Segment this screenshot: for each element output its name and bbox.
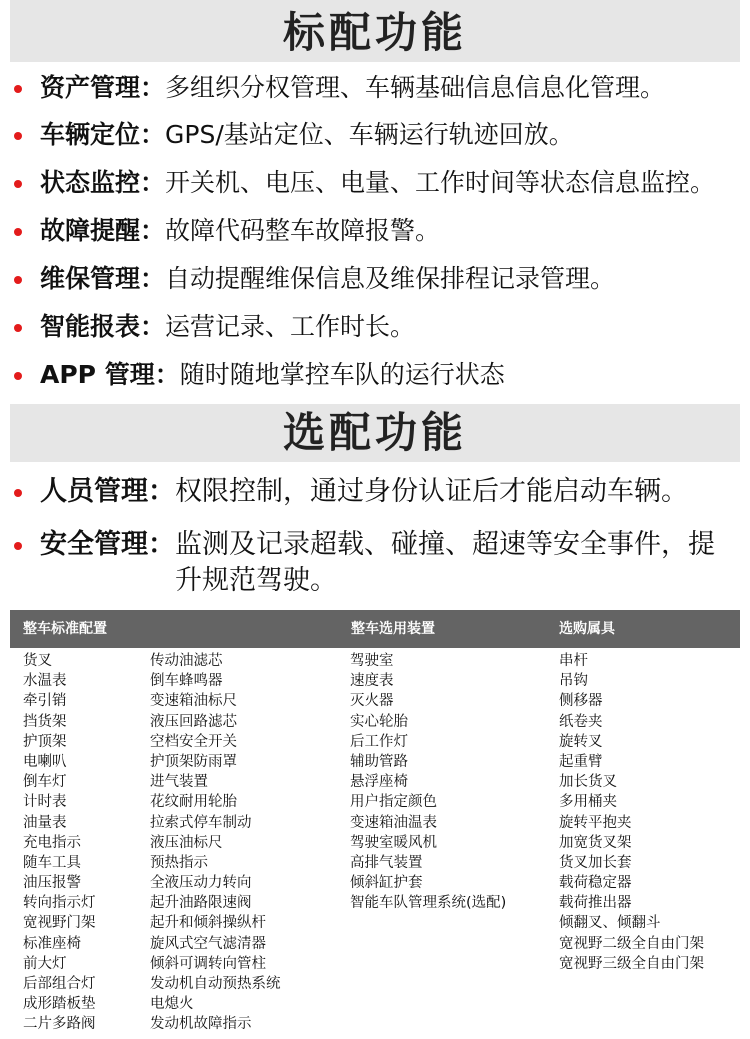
bullet-icon (14, 324, 22, 332)
feature-description: 故障代码整车故障报警。 (165, 216, 441, 245)
config-item: 发动机自动预热系统 (150, 976, 281, 992)
config-item: 成形踏板垫 (23, 996, 96, 1013)
feature-description: 自动提醒维保信息及维保排程记录管理。 (165, 264, 616, 293)
feature-item (14, 311, 744, 343)
config-item: 后工作灯 (350, 733, 408, 750)
config-item: 速度表 (350, 673, 394, 690)
config-item: 花纹耐用轮胎 (150, 794, 237, 811)
config-item: 护顶架 (23, 733, 67, 750)
header-standard-config: 整车标准配置 (23, 621, 107, 637)
bullet-icon (14, 372, 22, 380)
standard-config-column-2 (150, 651, 281, 1035)
config-item: 宽视野三级全自由门架 (559, 955, 704, 972)
feature-description: 运营记录、工作时长。 (165, 312, 416, 341)
config-item: 传动油滤芯 (150, 653, 223, 669)
config-item: 载荷稳定器 (559, 875, 632, 892)
config-item: 倾斜可调转向管柱 (150, 955, 266, 972)
feature-description: GPS/基站定位、车辆运行轨迹回放。 (165, 120, 574, 149)
config-item: 实心轮胎 (350, 713, 408, 730)
config-item: 液压回路滤芯 (150, 713, 237, 730)
config-item: 预热指示 (150, 854, 208, 871)
feature-colon: ： (140, 73, 166, 102)
feature-item (14, 215, 744, 247)
config-item: 变速箱油温表 (350, 814, 437, 831)
config-item: 挡货架 (23, 713, 67, 730)
bullet-icon (14, 180, 22, 188)
config-item: 拉索式停车制动 (150, 814, 252, 831)
feature-description: 开关机、电压、电量、工作时间等状态信息监控。 (165, 168, 716, 197)
feature-colon: ： (140, 264, 166, 293)
config-item: 货叉 (23, 653, 52, 669)
config-item: 油量表 (23, 814, 67, 831)
feature-name: 人员管理 (40, 476, 148, 507)
feature-name: 故障提醒 (40, 216, 141, 245)
header-optional-devices: 整车选用装置 (351, 621, 435, 637)
feature-item (14, 72, 744, 104)
feature-colon: ： (140, 312, 166, 341)
config-item: 旋风式空气滤清器 (150, 935, 266, 952)
config-item: 液压油标尺 (150, 834, 223, 851)
config-item: 宽视野门架 (23, 915, 96, 932)
feature-colon: ： (148, 476, 175, 507)
feature-item (14, 527, 744, 599)
config-item: 纸卷夹 (559, 713, 603, 730)
optional-features-title: 选配功能 (10, 404, 740, 462)
config-item: 起升和倾斜操纵杆 (150, 915, 266, 932)
feature-item (14, 359, 744, 391)
config-item: 驾驶室暖风机 (350, 834, 437, 851)
feature-colon: ： (140, 168, 166, 197)
config-item: 多用桶夹 (559, 794, 617, 811)
config-item: 起重臂 (559, 753, 603, 770)
config-item: 标准座椅 (23, 935, 81, 952)
config-item: 旋转平抱夹 (559, 814, 632, 831)
bullet-icon (14, 542, 22, 550)
config-item: 货叉加长套 (559, 854, 632, 871)
config-item: 宽视野二级全自由门架 (559, 935, 704, 952)
standard-config-column-1 (23, 651, 96, 1035)
feature-name: APP 管理 (40, 360, 155, 389)
config-item: 进气装置 (150, 774, 208, 791)
feature-name: 状态监控 (40, 168, 141, 197)
config-item: 悬浮座椅 (350, 774, 408, 791)
config-item: 倾斜缸护套 (350, 875, 423, 892)
config-item: 吊钩 (559, 673, 588, 690)
config-item: 智能车队管理系统(选配) (350, 895, 507, 912)
feature-item (14, 167, 744, 199)
config-item: 二片多路阀 (23, 1016, 96, 1033)
config-item: 护顶架防雨罩 (150, 753, 237, 770)
config-item: 倾翻叉、倾翻斗 (559, 915, 661, 932)
feature-name: 车辆定位 (40, 120, 141, 149)
bullet-icon (14, 489, 22, 497)
feature-description: 随时随地掌控车队的运行状态 (179, 360, 505, 389)
feature-item (14, 474, 744, 510)
feature-colon: ： (148, 529, 175, 560)
config-item: 变速箱油标尺 (150, 693, 237, 710)
config-item: 起升油路限速阀 (150, 895, 252, 912)
attachments-column (559, 651, 704, 974)
config-item: 驾驶室 (350, 653, 394, 669)
config-item: 旋转叉 (559, 733, 603, 750)
config-table-header (10, 610, 740, 648)
config-item: 倒车灯 (23, 774, 67, 791)
feature-description: 监测及记录超载、碰撞、超速等安全事件，提升规范驾驶。 (175, 529, 715, 596)
config-item: 发动机故障指示 (150, 1016, 252, 1033)
feature-name: 维保管理 (40, 264, 141, 293)
feature-item (14, 263, 744, 295)
feature-colon: ： (154, 360, 180, 389)
config-item: 用户指定颜色 (350, 794, 437, 811)
bullet-icon (14, 85, 22, 93)
bullet-icon (14, 132, 22, 140)
config-item: 加长货叉 (559, 774, 617, 791)
bullet-icon (14, 228, 22, 236)
header-attachments: 选购属具 (559, 621, 615, 637)
config-item: 转向指示灯 (23, 895, 96, 912)
bullet-icon (14, 276, 22, 284)
config-item: 载荷推出器 (559, 895, 632, 912)
config-item: 电熄火 (150, 996, 194, 1013)
config-item: 串杆 (559, 653, 588, 669)
optional-devices-column (350, 651, 506, 913)
feature-item (14, 119, 744, 151)
feature-name: 安全管理 (40, 529, 148, 560)
feature-name: 智能报表 (40, 312, 141, 341)
standard-features-title: 标配功能 (10, 0, 740, 62)
config-item: 灭火器 (350, 693, 394, 710)
feature-colon: ： (140, 120, 166, 149)
feature-description: 多组织分权管理、车辆基础信息信息化管理。 (165, 73, 666, 102)
config-item: 倒车蜂鸣器 (150, 673, 223, 690)
config-item: 随车工具 (23, 854, 81, 871)
config-item: 电喇叭 (23, 753, 67, 770)
config-item: 高排气装置 (350, 854, 423, 871)
config-item: 充电指示 (23, 834, 81, 851)
feature-description: 权限控制，通过身份认证后才能启动车辆。 (175, 476, 688, 507)
config-item: 油压报警 (23, 875, 81, 892)
feature-name: 资产管理 (40, 73, 141, 102)
config-item: 辅助管路 (350, 753, 408, 770)
config-item: 加宽货叉架 (559, 834, 632, 851)
config-item: 空档安全开关 (150, 733, 237, 750)
config-item: 水温表 (23, 673, 67, 690)
feature-colon: ： (140, 216, 166, 245)
config-item: 侧移器 (559, 693, 603, 710)
config-item: 牵引销 (23, 693, 67, 710)
config-item: 后部组合灯 (23, 976, 96, 992)
config-item: 前大灯 (23, 955, 67, 972)
config-item: 计时表 (23, 794, 67, 811)
config-item: 全液压动力转向 (150, 875, 252, 892)
